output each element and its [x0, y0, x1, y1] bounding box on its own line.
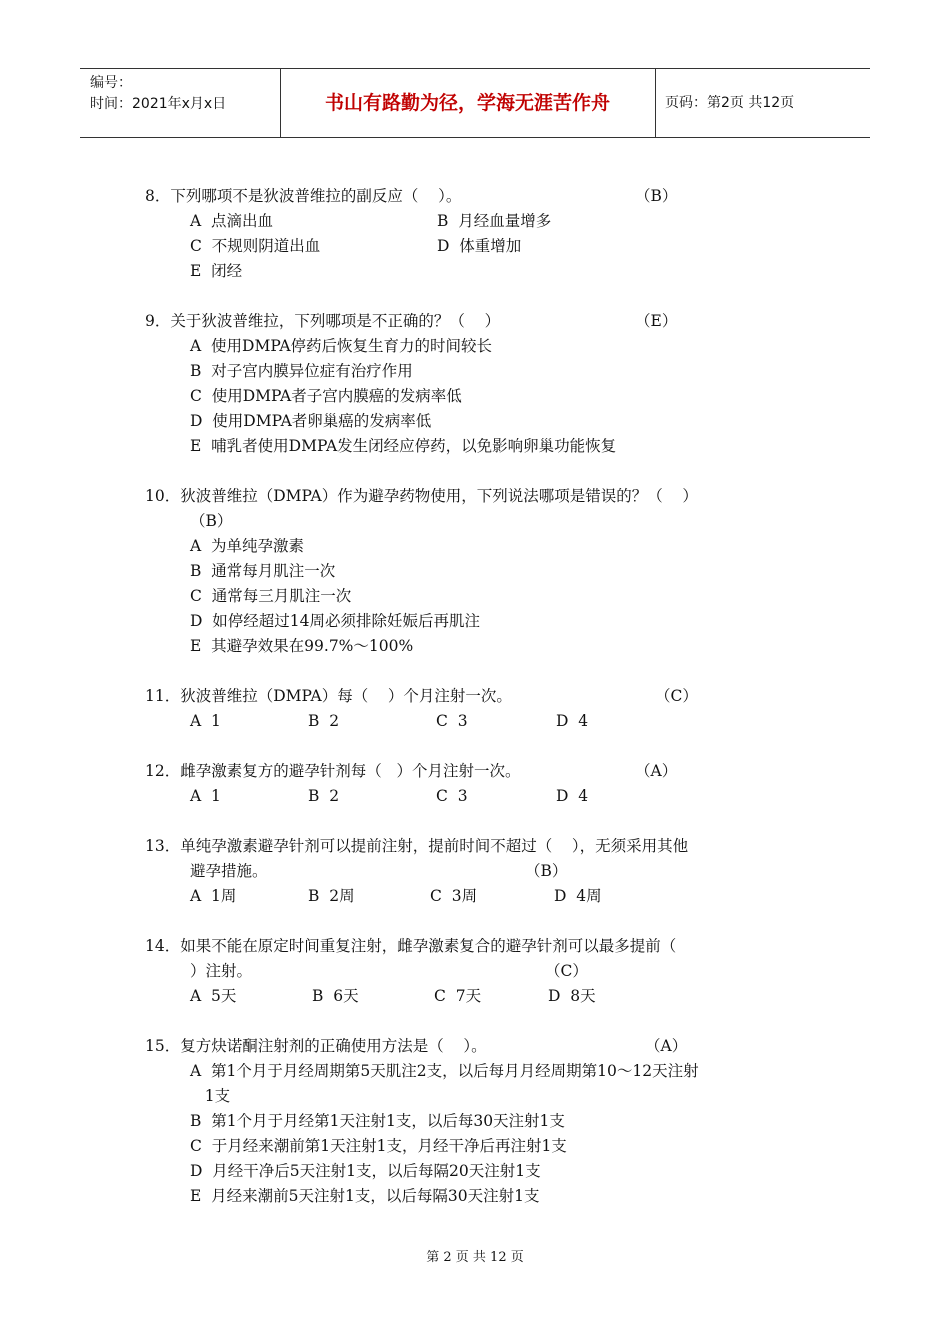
- question-text-line: 避孕措施。: [190, 862, 268, 880]
- question-item: [145, 684, 815, 734]
- answer-key: （A）: [645, 1037, 688, 1055]
- question-item: [145, 309, 815, 459]
- question-text-line: 9．关于狄波普维拉，下列哪项是不正确的？（ ）: [145, 312, 501, 330]
- question-text: [145, 834, 815, 859]
- question-text: [145, 959, 815, 984]
- option-row: [145, 1134, 815, 1159]
- option-text: D 4: [556, 787, 589, 805]
- option-text: E 月经来潮前5天注射1支，以后每隔30天注射1支: [190, 1187, 540, 1205]
- option-text: D 体重增加: [437, 237, 522, 255]
- answer-key: （B）: [525, 862, 568, 880]
- option-row: [145, 709, 815, 734]
- option-text: B 2周: [308, 887, 355, 905]
- option-text: C 于月经来潮前第1天注射1支，月经干净后再注射1支: [190, 1137, 567, 1155]
- question-item: [145, 484, 815, 659]
- question-item: [145, 184, 815, 284]
- question-text-line: ）注射。: [190, 962, 253, 980]
- question-item: [145, 1034, 815, 1209]
- option-text: B 6天: [312, 987, 359, 1005]
- number-label: 编号：: [90, 75, 132, 91]
- question-item: [145, 834, 815, 909]
- option-text: A 5天: [190, 987, 237, 1005]
- question-text: [145, 309, 815, 334]
- option-row: [145, 409, 815, 434]
- question-item: [145, 759, 815, 809]
- question-list: [145, 184, 815, 1234]
- option-text: B 第1个月于月经第1天注射1支，以后每30天注射1支: [190, 1112, 565, 1130]
- header-meta: [90, 73, 226, 115]
- option-row: [145, 984, 815, 1009]
- option-row: [145, 209, 815, 234]
- option-text: C 3周: [430, 887, 478, 905]
- option-row: [145, 884, 815, 909]
- header-divider: [655, 69, 656, 137]
- option-text: D 使用DMPA者卵巢癌的发病率低: [190, 412, 432, 430]
- option-text: A 1周: [190, 887, 237, 905]
- question-text: [145, 509, 815, 534]
- question-text: [145, 934, 815, 959]
- date-label: 时间：2021年x月x日: [90, 96, 227, 112]
- option-row: [145, 1059, 815, 1084]
- option-row: [145, 359, 815, 384]
- option-text: D 8天: [548, 987, 596, 1005]
- header-motto: 书山有路勤为径，学海无涯苦作舟: [324, 92, 610, 114]
- question-text-line: 11．狄波普维拉（DMPA）每（ ）个月注射一次。: [145, 687, 512, 705]
- option-text: A 使用DMPA停药后恢复生育力的时间较长: [190, 337, 493, 355]
- option-text: A 为单纯孕激素: [190, 537, 305, 555]
- option-text: E 其避孕效果在99.7%～100%: [190, 637, 414, 655]
- answer-key: （E）: [635, 312, 678, 330]
- answer-key: （B）: [190, 512, 233, 530]
- option-row: [145, 434, 815, 459]
- option-text: A 点滴出血: [190, 212, 274, 230]
- option-row: [145, 259, 815, 284]
- option-row: [145, 784, 815, 809]
- option-row: [145, 1109, 815, 1134]
- option-text: C 7天: [434, 987, 482, 1005]
- option-text: C 通常每三月肌注一次: [190, 587, 352, 605]
- question-text-line: 10．狄波普维拉（DMPA）作为避孕药物使用，下列说法哪项是错误的？（ ）: [145, 487, 698, 505]
- question-text-line: 15．复方炔诺酮注射剂的正确使用方法是（ ）。: [145, 1037, 487, 1055]
- option-text: B 对子宫内膜异位症有治疗作用: [190, 362, 413, 380]
- answer-key: （C）: [655, 687, 698, 705]
- header-page-info: 页码：第2页 共12页: [665, 95, 795, 111]
- option-text: C 3: [436, 712, 468, 730]
- option-row: [145, 1159, 815, 1184]
- option-text: B 2: [308, 787, 340, 805]
- question-text: [145, 1034, 815, 1059]
- option-row: [145, 534, 815, 559]
- option-text: E 闭经: [190, 262, 243, 280]
- question-text: [145, 484, 815, 509]
- option-row: [145, 1184, 815, 1209]
- option-text: B 2: [308, 712, 340, 730]
- option-text: D 如停经超过14周必须排除妊娠后再肌注: [190, 612, 481, 630]
- option-row: [145, 634, 815, 659]
- option-text: D 月经干净后5天注射1支，以后每隔20天注射1支: [190, 1162, 541, 1180]
- option-text: C 3: [436, 787, 468, 805]
- option-row: [145, 384, 815, 409]
- question-item: [145, 934, 815, 1009]
- option-text: A 1: [190, 712, 221, 730]
- option-text: 1支: [190, 1087, 231, 1105]
- page-header: [80, 68, 870, 138]
- option-row: [145, 559, 815, 584]
- option-text: B 月经血量增多: [437, 212, 552, 230]
- question-text: [145, 759, 815, 784]
- option-text: B 通常每月肌注一次: [190, 562, 336, 580]
- option-row: [145, 584, 815, 609]
- page-footer: 第 2 页 共 12 页: [426, 1250, 524, 1265]
- question-text-line: 8．下列哪项不是狄波普维拉的副反应（ ）。: [145, 187, 462, 205]
- option-text: A 第1个月于月经周期第5天肌注2支，以后每月月经周期第10～12天注射: [190, 1062, 699, 1080]
- question-text: [145, 684, 815, 709]
- option-text: D 4: [556, 712, 589, 730]
- question-text-line: 14．如果不能在原定时间重复注射，雌孕激素复合的避孕针剂可以最多提前（: [145, 937, 677, 955]
- option-text: C 使用DMPA者子宫内膜癌的发病率低: [190, 387, 462, 405]
- question-text-line: 13．单纯孕激素避孕针剂可以提前注射，提前时间不超过（ ），无须采用其他: [145, 837, 689, 855]
- question-text: [145, 859, 815, 884]
- option-row: [145, 334, 815, 359]
- answer-key: （C）: [545, 962, 588, 980]
- option-row: [145, 1084, 815, 1109]
- option-row: [145, 609, 815, 634]
- option-row: [145, 234, 815, 259]
- question-text: [145, 184, 815, 209]
- option-text: C 不规则阴道出血: [190, 237, 321, 255]
- option-text: D 4周: [554, 887, 602, 905]
- option-text: E 哺乳者使用DMPA发生闭经应停药，以免影响卵巢功能恢复: [190, 437, 617, 455]
- answer-key: （B）: [635, 187, 678, 205]
- question-text-line: 12．雌孕激素复方的避孕针剂每（ ）个月注射一次。: [145, 762, 521, 780]
- option-text: A 1: [190, 787, 221, 805]
- answer-key: （A）: [635, 762, 678, 780]
